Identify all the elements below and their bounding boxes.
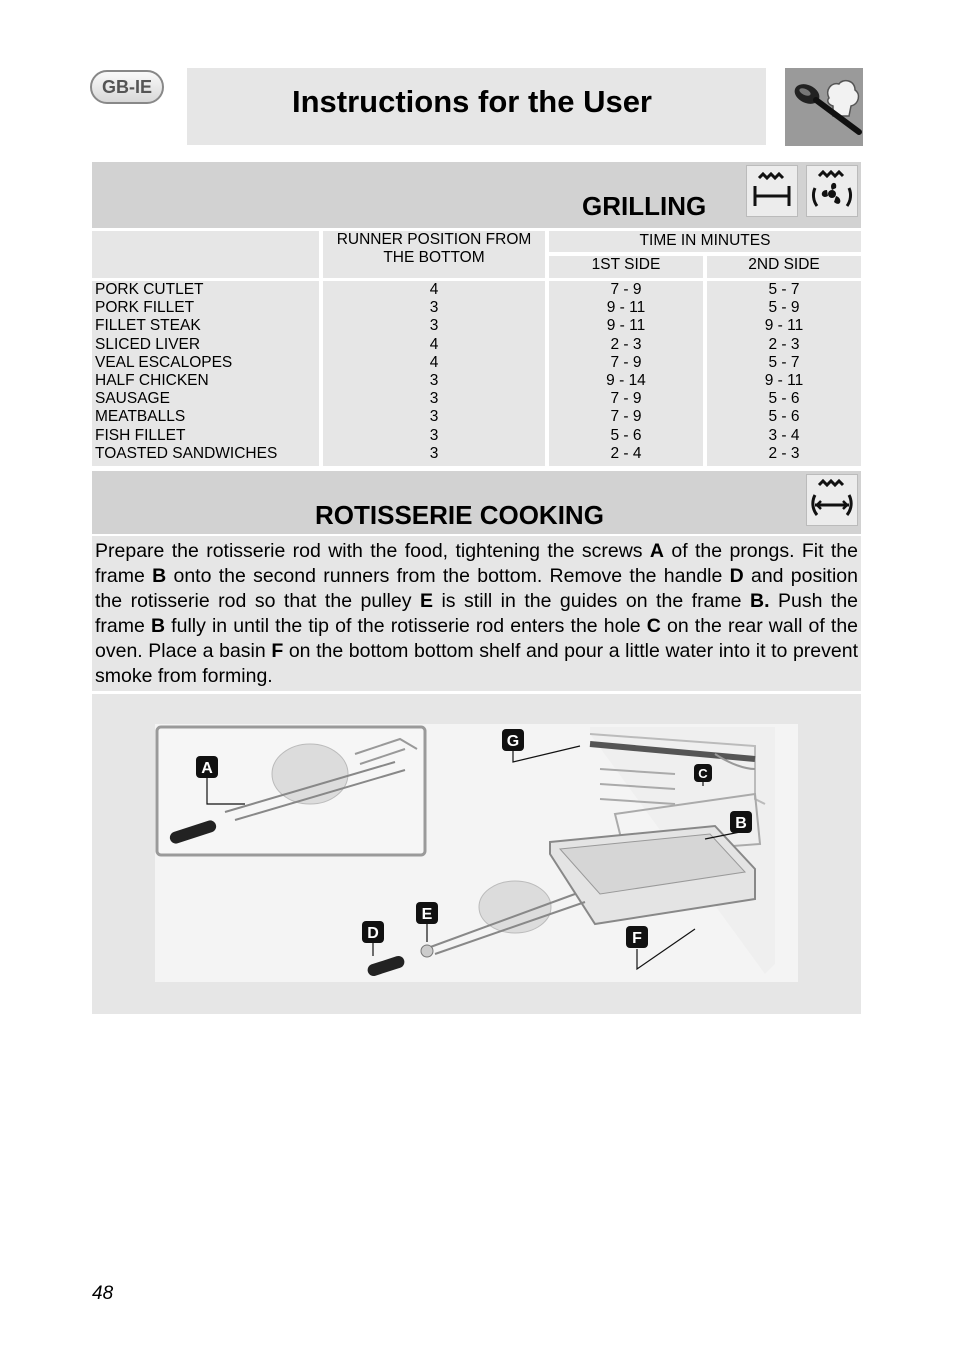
title-banner [187,68,766,145]
side2-column [707,281,861,466]
paragraph-text: onto the second runners from the bottom. Remove the handle [166,565,730,587]
cell-side2: 5 - 6 [768,390,800,408]
cell-food: SLICED LIVER [95,335,201,353]
cell-runner: 4 [429,353,439,371]
cell-side1: 9 - 11 [606,299,646,317]
cell-food: FILLET STEAK [95,317,201,335]
grilling-title: GRILLING [582,191,707,221]
language-badge: GB-IE [90,70,164,104]
paragraph-text: of the prongs. Fit the frame [95,540,858,587]
cell-side1: 7 - 9 [610,353,642,371]
paragraph-text: Push the frame [95,590,859,637]
label-b: B [735,815,747,832]
side1-column [549,281,703,466]
page-title: Instructions for the User [292,84,652,119]
part-letter: C [646,615,661,637]
runner-column [323,281,545,466]
label-f: F [632,930,642,947]
cell-food: MEATBALLS [95,408,186,426]
illustration-panel [92,694,861,1014]
cell-side2: 9 - 11 [764,317,804,335]
part-letter: B [150,615,166,637]
cell-runner: 4 [429,335,439,353]
cell-side2: 2 - 3 [768,335,800,353]
paragraph-text: on the bottom bottom shelf and pour a little water into it to prevent smoke from forming. [95,640,858,687]
side2-header: 2ND SIDE [707,256,861,278]
label-e: E [421,906,433,923]
label-a: A [201,760,213,777]
cell-food: FISH FILLET [95,426,186,444]
label-c: C [698,766,708,781]
paragraph-text: and position the rotisserie rod so that the pulley [95,565,858,612]
label-g: G [506,733,520,750]
cell-side1: 2 - 4 [610,444,642,462]
paragraph-text: fully in until the tip of the rotisserie rod enters the hole [165,615,647,637]
cell-runner: 3 [429,444,439,462]
cell-side1: 9 - 14 [606,372,646,390]
cell-food: PORK FILLET [95,299,195,317]
cell-runner: 4 [429,281,439,298]
paragraph-text: Prepare the rotisserie rod with the food, tightening the screws [95,540,650,562]
part-letter: F [271,640,284,662]
grill-fan-icon [806,165,858,217]
cell-side2: 3 - 4 [768,426,800,444]
rotisserie-instructions [92,536,861,691]
cell-side2: 5 - 6 [768,408,800,426]
rotisserie-header [92,471,861,534]
cell-food: SAUSAGE [95,390,170,408]
paragraph-text: is still in the guides on the frame [432,590,750,612]
time-header: TIME IN MINUTES [549,231,861,252]
part-letter: A [649,540,664,562]
part-letter: B [152,565,167,587]
page-number: 48 [92,1283,114,1304]
side1-header: 1ST SIDE [549,256,703,278]
food-header-cell [92,231,319,278]
cell-side2: 5 - 7 [768,281,800,298]
chef-spoon-icon [785,68,863,146]
rotisserie-grill-icon [806,474,858,526]
cell-runner: 3 [429,408,439,426]
cell-side2: 5 - 7 [768,353,800,371]
cell-food: VEAL ESCALOPES [95,353,233,371]
grilling-header [92,162,861,228]
cell-runner: 3 [429,372,439,390]
label-d: D [367,925,379,942]
runner-header: RUNNER POSITION FROM THE BOTTOM [323,231,545,278]
cell-side2: 5 - 9 [768,299,800,317]
cell-side2: 2 - 3 [768,444,800,462]
cell-side1: 2 - 3 [610,335,642,353]
cell-side1: 7 - 9 [610,390,642,408]
part-letter: B. [749,590,770,612]
cell-side1: 5 - 6 [610,426,642,444]
food-column [92,281,319,466]
cell-food: HALF CHICKEN [95,372,209,390]
cell-runner: 3 [429,299,439,317]
cell-food: PORK CUTLET [95,281,204,298]
rotisserie-illustration [155,724,798,982]
paragraph-text: on the rear wall of the oven. Place a basin [95,615,859,662]
cell-side1: 9 - 11 [606,317,646,335]
rotisserie-title: ROTISSERIE COOKING [315,500,604,530]
part-letter: E [419,590,433,612]
cell-side2: 9 - 11 [764,372,804,390]
grill-icon [746,165,798,217]
cell-side1: 7 - 9 [610,408,642,426]
cell-food: TOASTED SANDWICHES [95,444,278,462]
cell-runner: 3 [429,390,439,408]
part-letter: D [729,565,744,587]
cell-side1: 7 - 9 [610,281,642,298]
cell-runner: 3 [429,317,439,335]
cell-runner: 3 [429,426,439,444]
